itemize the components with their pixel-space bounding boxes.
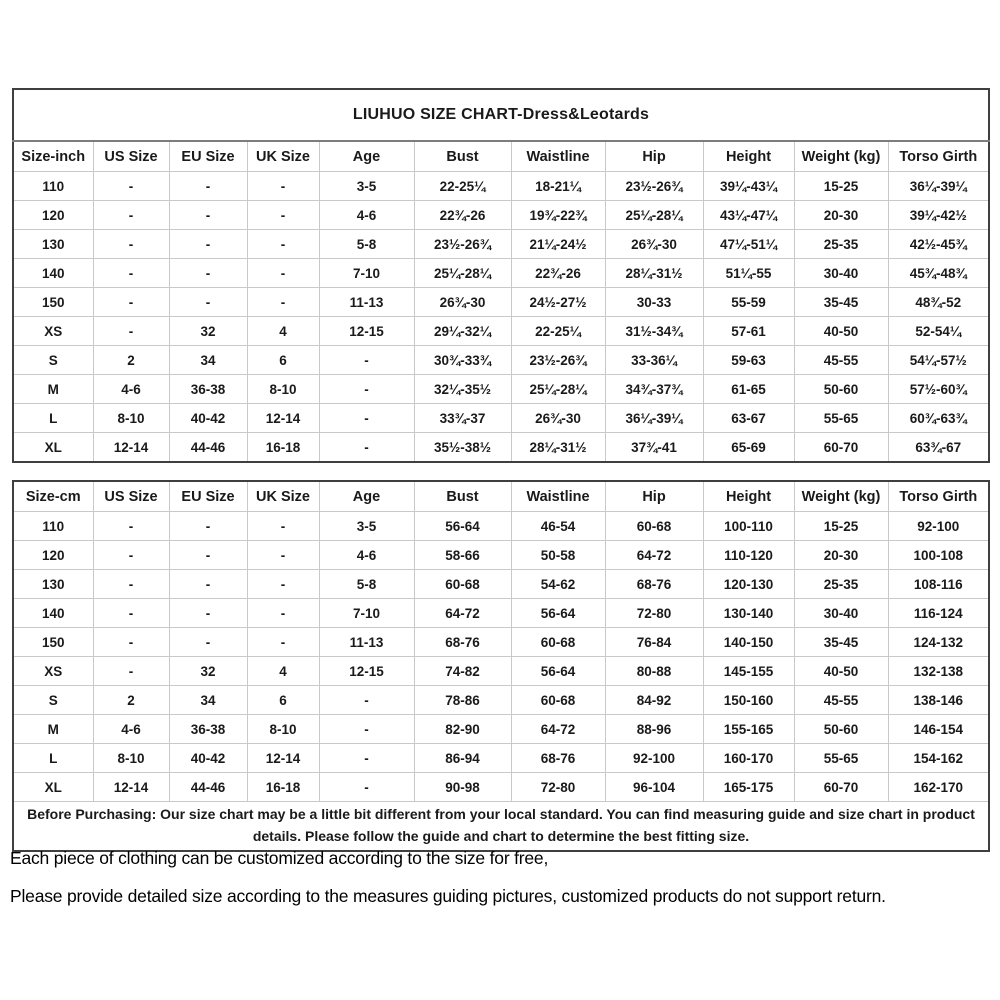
data-cell: 8-10 <box>247 375 319 404</box>
chart-title: LIUHUO SIZE CHART-Dress&Leotards <box>13 89 989 141</box>
data-cell: 34 <box>169 686 247 715</box>
table-row <box>13 230 989 259</box>
data-cell: 165-175 <box>703 773 794 802</box>
data-cell: 56-64 <box>414 512 511 541</box>
table-row <box>13 715 989 744</box>
data-cell: - <box>93 230 169 259</box>
data-cell: 72-80 <box>511 773 605 802</box>
data-cell: 56-64 <box>511 657 605 686</box>
size-table-cm <box>12 480 990 852</box>
data-cell: 60-70 <box>794 773 888 802</box>
data-cell: - <box>169 541 247 570</box>
table-row <box>13 375 989 404</box>
data-cell: 60-68 <box>605 512 703 541</box>
data-cell: 36-38 <box>169 715 247 744</box>
data-cell: 84-92 <box>605 686 703 715</box>
data-cell: 46-54 <box>511 512 605 541</box>
inch-header-row <box>13 141 989 172</box>
data-cell: 15-25 <box>794 512 888 541</box>
size-chart <box>12 88 988 852</box>
data-cell: 30-40 <box>794 259 888 288</box>
data-cell: 86-94 <box>414 744 511 773</box>
data-cell: 68-76 <box>511 744 605 773</box>
data-cell: 50-60 <box>794 375 888 404</box>
data-cell: - <box>93 288 169 317</box>
size-cell: M <box>13 375 93 404</box>
data-cell: 19¾-22¾ <box>511 201 605 230</box>
data-cell: 138-146 <box>888 686 989 715</box>
data-cell: 162-170 <box>888 773 989 802</box>
data-cell: 42½-45¾ <box>888 230 989 259</box>
data-cell: 20-30 <box>794 541 888 570</box>
data-cell: 12-14 <box>93 433 169 463</box>
customization-notes <box>10 848 990 924</box>
data-cell: 92-100 <box>888 512 989 541</box>
data-cell: 63-67 <box>703 404 794 433</box>
data-cell: 23½-26¾ <box>605 172 703 201</box>
data-cell: 40-50 <box>794 317 888 346</box>
data-cell: 57½-60¾ <box>888 375 989 404</box>
data-cell: 37¾-41 <box>605 433 703 463</box>
data-cell: - <box>247 288 319 317</box>
data-cell: 4 <box>247 657 319 686</box>
table-row <box>13 570 989 599</box>
data-cell: 58-66 <box>414 541 511 570</box>
header-cell: EU Size <box>169 481 247 512</box>
header-cell: Hip <box>605 141 703 172</box>
data-cell: 45-55 <box>794 686 888 715</box>
cm-table-body <box>13 512 989 802</box>
size-cell: 130 <box>13 230 93 259</box>
data-cell: 12-15 <box>319 317 414 346</box>
data-cell: 61-65 <box>703 375 794 404</box>
data-cell: 100-108 <box>888 541 989 570</box>
header-cell: Size-inch <box>13 141 93 172</box>
data-cell: 56-64 <box>511 599 605 628</box>
header-cell: Weight (kg) <box>794 141 888 172</box>
data-cell: 36¼-39¼ <box>605 404 703 433</box>
data-cell: 33¾-37 <box>414 404 511 433</box>
table-row <box>13 317 989 346</box>
data-cell: 55-65 <box>794 744 888 773</box>
data-cell: 50-60 <box>794 715 888 744</box>
data-cell: 68-76 <box>414 628 511 657</box>
data-cell: 90-98 <box>414 773 511 802</box>
data-cell: - <box>169 628 247 657</box>
data-cell: 32¼-35½ <box>414 375 511 404</box>
data-cell: 12-14 <box>93 773 169 802</box>
data-cell: 54-62 <box>511 570 605 599</box>
table-row <box>13 512 989 541</box>
size-cell: 130 <box>13 570 93 599</box>
size-cell: 120 <box>13 201 93 230</box>
data-cell: 12-14 <box>247 404 319 433</box>
data-cell: - <box>93 628 169 657</box>
data-cell: 154-162 <box>888 744 989 773</box>
data-cell: 7-10 <box>319 599 414 628</box>
data-cell: 59-63 <box>703 346 794 375</box>
data-cell: - <box>169 230 247 259</box>
data-cell: 35½-38½ <box>414 433 511 463</box>
footer-line-2: Please provide detailed size according to the measures guiding pictures, customized products do not support return. <box>10 886 886 906</box>
data-cell: 34 <box>169 346 247 375</box>
data-cell: 43¼-47¼ <box>703 201 794 230</box>
data-cell: 26¾-30 <box>605 230 703 259</box>
size-cell: S <box>13 346 93 375</box>
data-cell: 22-25¼ <box>511 317 605 346</box>
data-cell: 60-68 <box>511 686 605 715</box>
table-row <box>13 657 989 686</box>
data-cell: 23½-26¾ <box>511 346 605 375</box>
data-cell: 120-130 <box>703 570 794 599</box>
size-cell: XL <box>13 433 93 463</box>
data-cell: 4-6 <box>93 375 169 404</box>
data-cell: - <box>247 570 319 599</box>
header-cell: UK Size <box>247 141 319 172</box>
data-cell: 76-84 <box>605 628 703 657</box>
data-cell: 3-5 <box>319 172 414 201</box>
header-cell: US Size <box>93 141 169 172</box>
data-cell: - <box>93 201 169 230</box>
data-cell: 132-138 <box>888 657 989 686</box>
data-cell: 45-55 <box>794 346 888 375</box>
data-cell: 82-90 <box>414 715 511 744</box>
data-cell: - <box>247 628 319 657</box>
header-cell: UK Size <box>247 481 319 512</box>
data-cell: - <box>247 172 319 201</box>
data-cell: 92-100 <box>605 744 703 773</box>
data-cell: 11-13 <box>319 288 414 317</box>
data-cell: 64-72 <box>511 715 605 744</box>
data-cell: 88-96 <box>605 715 703 744</box>
data-cell: 40-42 <box>169 404 247 433</box>
data-cell: 57-61 <box>703 317 794 346</box>
data-cell: 34¾-37¾ <box>605 375 703 404</box>
data-cell: 60-70 <box>794 433 888 463</box>
data-cell: 25¼-28¼ <box>511 375 605 404</box>
data-cell: 100-110 <box>703 512 794 541</box>
table-row <box>13 686 989 715</box>
data-cell: 16-18 <box>247 433 319 463</box>
data-cell: 4 <box>247 317 319 346</box>
data-cell: 16-18 <box>247 773 319 802</box>
size-cell: 140 <box>13 599 93 628</box>
data-cell: 64-72 <box>605 541 703 570</box>
table-row <box>13 599 989 628</box>
size-cell: XL <box>13 773 93 802</box>
data-cell: 22¾-26 <box>414 201 511 230</box>
data-cell: - <box>93 317 169 346</box>
data-cell: 5-8 <box>319 570 414 599</box>
size-cell: 150 <box>13 288 93 317</box>
table-row <box>13 541 989 570</box>
table-row <box>13 628 989 657</box>
data-cell: 22¾-26 <box>511 259 605 288</box>
footer-line-1: Each piece of clothing can be customized according to the size for free, <box>10 848 549 868</box>
header-cell: Torso Girth <box>888 141 989 172</box>
data-cell: - <box>169 201 247 230</box>
data-cell: 2 <box>93 346 169 375</box>
data-cell: - <box>247 259 319 288</box>
data-cell: 3-5 <box>319 512 414 541</box>
title-row <box>13 89 989 141</box>
header-cell: Waistline <box>511 481 605 512</box>
data-cell: - <box>93 599 169 628</box>
data-cell: 48¾-52 <box>888 288 989 317</box>
size-cell: 110 <box>13 172 93 201</box>
size-cell: 140 <box>13 259 93 288</box>
data-cell: - <box>169 570 247 599</box>
data-cell: 6 <box>247 346 319 375</box>
data-cell: 78-86 <box>414 686 511 715</box>
data-cell: - <box>169 599 247 628</box>
data-cell: 2 <box>93 686 169 715</box>
data-cell: - <box>319 715 414 744</box>
data-cell: 15-25 <box>794 172 888 201</box>
data-cell: 23½-26¾ <box>414 230 511 259</box>
size-cell: M <box>13 715 93 744</box>
data-cell: - <box>169 288 247 317</box>
table-row <box>13 259 989 288</box>
data-cell: 26¾-30 <box>414 288 511 317</box>
header-cell: Age <box>319 481 414 512</box>
data-cell: 28¼-31½ <box>511 433 605 463</box>
table-row <box>13 172 989 201</box>
data-cell: 60¾-63¾ <box>888 404 989 433</box>
data-cell: - <box>93 172 169 201</box>
table-row <box>13 773 989 802</box>
data-cell: 30¾-33¾ <box>414 346 511 375</box>
data-cell: 32 <box>169 317 247 346</box>
data-cell: 39¼-42½ <box>888 201 989 230</box>
data-cell: 25-35 <box>794 570 888 599</box>
data-cell: 150-160 <box>703 686 794 715</box>
data-cell: - <box>247 512 319 541</box>
table-row <box>13 433 989 463</box>
header-cell: Hip <box>605 481 703 512</box>
header-cell: Height <box>703 481 794 512</box>
data-cell: 33-36¼ <box>605 346 703 375</box>
header-cell: Bust <box>414 141 511 172</box>
data-cell: 96-104 <box>605 773 703 802</box>
table-row <box>13 201 989 230</box>
data-cell: 74-82 <box>414 657 511 686</box>
data-cell: 60-68 <box>511 628 605 657</box>
table-row <box>13 346 989 375</box>
data-cell: 30-33 <box>605 288 703 317</box>
data-cell: 140-150 <box>703 628 794 657</box>
data-cell: 130-140 <box>703 599 794 628</box>
data-cell: 80-88 <box>605 657 703 686</box>
data-cell: 54¼-57½ <box>888 346 989 375</box>
data-cell: 36¼-39¼ <box>888 172 989 201</box>
data-cell: 44-46 <box>169 433 247 463</box>
table-row <box>13 288 989 317</box>
data-cell: - <box>319 433 414 463</box>
data-cell: - <box>93 541 169 570</box>
size-table-inch <box>12 88 990 463</box>
size-cell: XS <box>13 657 93 686</box>
data-cell: 108-116 <box>888 570 989 599</box>
size-cell: S <box>13 686 93 715</box>
data-cell: 29¼-32¼ <box>414 317 511 346</box>
data-cell: 39¼-43¼ <box>703 172 794 201</box>
data-cell: 25-35 <box>794 230 888 259</box>
data-cell: 55-59 <box>703 288 794 317</box>
data-cell: 25¼-28¼ <box>414 259 511 288</box>
data-cell: 4-6 <box>319 201 414 230</box>
data-cell: 63¾-67 <box>888 433 989 463</box>
data-cell: 72-80 <box>605 599 703 628</box>
data-cell: 45¾-48¾ <box>888 259 989 288</box>
data-cell: 8-10 <box>93 744 169 773</box>
inch-table-body <box>13 172 989 463</box>
data-cell: 124-132 <box>888 628 989 657</box>
data-cell: - <box>93 657 169 686</box>
size-cell: L <box>13 744 93 773</box>
data-cell: 60-68 <box>414 570 511 599</box>
data-cell: 47¼-51¼ <box>703 230 794 259</box>
note-row <box>13 802 989 852</box>
data-cell: 21¼-24½ <box>511 230 605 259</box>
size-cell: XS <box>13 317 93 346</box>
data-cell: - <box>247 541 319 570</box>
data-cell: - <box>319 404 414 433</box>
header-cell: US Size <box>93 481 169 512</box>
data-cell: - <box>319 744 414 773</box>
header-cell: Age <box>319 141 414 172</box>
data-cell: 40-42 <box>169 744 247 773</box>
data-cell: 35-45 <box>794 628 888 657</box>
data-cell: 35-45 <box>794 288 888 317</box>
data-cell: 160-170 <box>703 744 794 773</box>
size-cell: L <box>13 404 93 433</box>
size-cell: 120 <box>13 541 93 570</box>
data-cell: 51¼-55 <box>703 259 794 288</box>
data-cell: 68-76 <box>605 570 703 599</box>
header-cell: Bust <box>414 481 511 512</box>
data-cell: 146-154 <box>888 715 989 744</box>
data-cell: 12-15 <box>319 657 414 686</box>
data-cell: - <box>319 346 414 375</box>
data-cell: 25¼-28¼ <box>605 201 703 230</box>
data-cell: 50-58 <box>511 541 605 570</box>
header-cell: Waistline <box>511 141 605 172</box>
data-cell: - <box>169 259 247 288</box>
header-cell: EU Size <box>169 141 247 172</box>
size-cell: 110 <box>13 512 93 541</box>
data-cell: 7-10 <box>319 259 414 288</box>
data-cell: - <box>93 259 169 288</box>
data-cell: 26¾-30 <box>511 404 605 433</box>
data-cell: - <box>247 599 319 628</box>
purchase-note: Before Purchasing: Our size chart may be a little bit different from your local standard. You can find measuring guide and size chart in product details. Please follow the guide and chart to determine the best fitting size. <box>13 802 989 852</box>
data-cell: 36-38 <box>169 375 247 404</box>
data-cell: 30-40 <box>794 599 888 628</box>
size-cell: 150 <box>13 628 93 657</box>
data-cell: 65-69 <box>703 433 794 463</box>
data-cell: 24½-27½ <box>511 288 605 317</box>
data-cell: 11-13 <box>319 628 414 657</box>
data-cell: - <box>319 375 414 404</box>
data-cell: 44-46 <box>169 773 247 802</box>
data-cell: 18-21¼ <box>511 172 605 201</box>
data-cell: - <box>247 230 319 259</box>
data-cell: 5-8 <box>319 230 414 259</box>
data-cell: 20-30 <box>794 201 888 230</box>
table-row <box>13 744 989 773</box>
data-cell: 12-14 <box>247 744 319 773</box>
data-cell: 4-6 <box>319 541 414 570</box>
data-cell: 8-10 <box>247 715 319 744</box>
data-cell: 64-72 <box>414 599 511 628</box>
data-cell: 55-65 <box>794 404 888 433</box>
data-cell: 110-120 <box>703 541 794 570</box>
data-cell: 32 <box>169 657 247 686</box>
data-cell: 145-155 <box>703 657 794 686</box>
data-cell: 4-6 <box>93 715 169 744</box>
data-cell: - <box>319 686 414 715</box>
data-cell: 155-165 <box>703 715 794 744</box>
data-cell: 52-54¼ <box>888 317 989 346</box>
data-cell: - <box>93 512 169 541</box>
data-cell: 28¼-31½ <box>605 259 703 288</box>
data-cell: - <box>247 201 319 230</box>
header-cell: Height <box>703 141 794 172</box>
table-row <box>13 404 989 433</box>
cm-header-row <box>13 481 989 512</box>
header-cell: Torso Girth <box>888 481 989 512</box>
data-cell: - <box>319 773 414 802</box>
data-cell: - <box>93 570 169 599</box>
data-cell: 22-25¼ <box>414 172 511 201</box>
data-cell: - <box>169 512 247 541</box>
data-cell: 6 <box>247 686 319 715</box>
data-cell: 8-10 <box>93 404 169 433</box>
data-cell: 31½-34¾ <box>605 317 703 346</box>
data-cell: - <box>169 172 247 201</box>
header-cell: Size-cm <box>13 481 93 512</box>
data-cell: 40-50 <box>794 657 888 686</box>
data-cell: 116-124 <box>888 599 989 628</box>
header-cell: Weight (kg) <box>794 481 888 512</box>
